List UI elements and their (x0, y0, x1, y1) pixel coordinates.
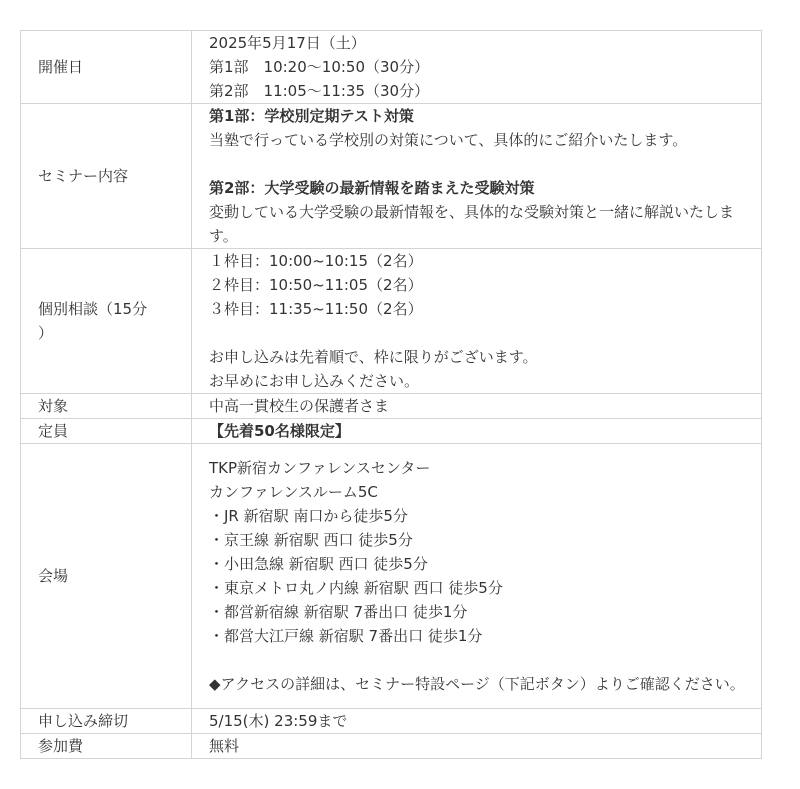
row-label-target: 対象 (21, 394, 192, 419)
row-value-deadline: 5/15(木) 23:59まで (192, 709, 762, 734)
access-line: ・京王線 新宿駅 西口 徒歩5分 (209, 531, 413, 549)
access-line: ・JR 新宿駅 南口から徒歩5分 (209, 507, 408, 525)
table-row (21, 249, 762, 394)
table-row (21, 419, 762, 444)
table-row (21, 709, 762, 734)
venue-room: カンファレンスルーム5C (209, 483, 378, 501)
consultation-note-2: お早めにお申し込みください。 (209, 372, 420, 390)
seminar-info-table (20, 30, 762, 759)
consultation-note-1: お申し込みは先着順で、枠に限りがございます。 (209, 348, 538, 366)
row-value-venue (192, 444, 762, 709)
slot-1: １枠目：10:00~10:15（2名） (209, 252, 423, 270)
slot-3: ３枠目：11:35~11:50（2名） (209, 300, 423, 318)
table-row (21, 394, 762, 419)
row-value-target: 中高一貫校生の保護者さま (192, 394, 762, 419)
row-label-capacity: 定員 (21, 419, 192, 444)
table-row (21, 31, 762, 104)
part1-text: 当塾で行っている学校別の対策について、具体的にご紹介いたします。 (209, 131, 688, 149)
row-value-content (192, 104, 762, 249)
spacer (209, 321, 751, 345)
row-label-content: セミナー内容 (21, 104, 192, 249)
session1-time: 第1部 10:20〜10:50（30分） (209, 58, 430, 76)
part2-text: 変動している大学受験の最新情報を、具体的な受験対策と一緒に解説いたします。 (209, 203, 735, 245)
part2-title: 第2部：大学受験の最新情報を踏まえた受験対策 (209, 179, 535, 197)
table-row (21, 104, 762, 249)
slot-2: ２枠目：10:50~11:05（2名） (209, 276, 423, 294)
row-label-deadline: 申し込み締切 (21, 709, 192, 734)
session2-time: 第2部 11:05〜11:35（30分） (209, 82, 430, 100)
access-note: ◆アクセスの詳細は、セミナー特設ページ（下記ボタン）よりご確認ください。 (209, 675, 745, 693)
table-row (21, 734, 762, 759)
row-label-consultation (21, 249, 192, 394)
row-value-capacity: 【先着50名様限定】 (192, 419, 762, 444)
access-line: ・小田急線 新宿駅 西口 徒歩5分 (209, 555, 428, 573)
access-line: ・東京メトロ丸ノ内線 新宿駅 西口 徒歩5分 (209, 579, 503, 597)
row-value-fee: 無料 (192, 734, 762, 759)
consultation-label-line1: 個別相談（15分 (38, 300, 148, 318)
spacer (209, 152, 751, 176)
part1-title: 第1部：学校別定期テスト対策 (209, 107, 414, 125)
consultation-label-line2: ） (38, 324, 54, 342)
row-label-fee: 参加費 (21, 734, 192, 759)
table-row (21, 444, 762, 709)
row-value-consultation (192, 249, 762, 394)
access-line: ・都営大江戸線 新宿駅 7番出口 徒歩1分 (209, 627, 483, 645)
access-line: ・都営新宿線 新宿駅 7番出口 徒歩1分 (209, 603, 468, 621)
row-label-date: 開催日 (21, 31, 192, 104)
row-value-date (192, 31, 762, 104)
spacer (209, 648, 751, 672)
date-line: 2025年5月17日（土） (209, 34, 366, 52)
venue-name: TKP新宿カンファレンスセンター (209, 459, 431, 477)
row-label-venue: 会場 (21, 444, 192, 709)
